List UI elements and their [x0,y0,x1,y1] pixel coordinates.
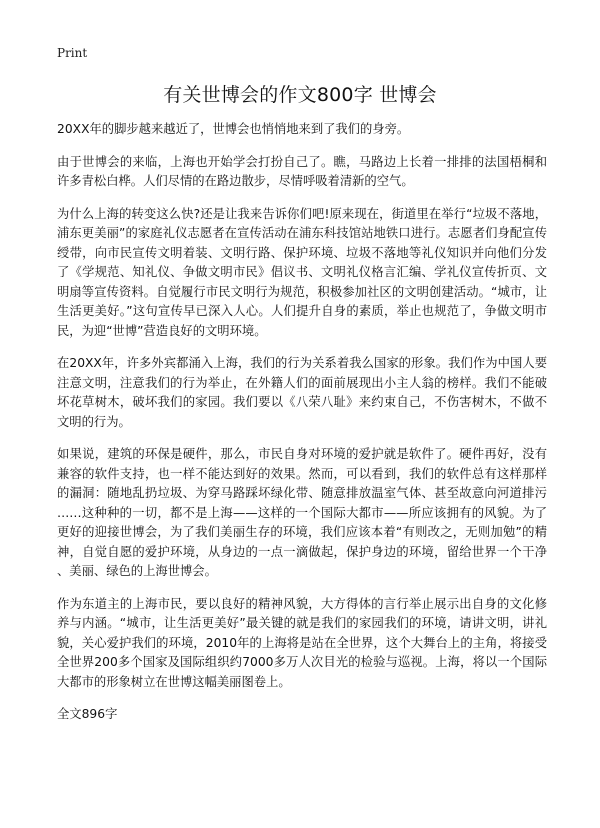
paragraph-4: 在20XX年，许多外宾都涌入上海，我们的行为关系着我么国家的形象。我们作为中国人要注意文明，注意我们的行为举止，在外籍人们的面前展现出小主人翁的榜样。我们不能破坏花草树木，破坏我们的家园。我们要以《八荣八耻》来约束自己，不伤害树木，不做不文明的行为。 [57,356,547,429]
paragraph-1: 20XX年的脚步越来越近了，世博会也悄悄地来到了我们的身旁。 [57,122,410,136]
article-body [57,120,547,725]
paragraph-5: 如果说，建筑的环保是硬件，那么，市民自身对环境的爱护就是软件了。硬件再好，没有兼容的软件支持，也一样不能达到好的效果。然而，可以看到，我们的软件总有这样那样的漏洞：随地乱扔垃圾、为穿马路踩坏绿化带、随意排放温室气体、甚至故意向河道排污……这种种的一切，都不是上海——这样的一个国际大都市——所应该拥有的风貌。为了更好的迎接世博会，为了我们美丽生存的环境，我们应该本着“有则改之，无则加勉”的精神，自觉自愿的爱护环境，从身边的一点一滴做起，保护身边的环境，留给世界一个干净、美丽、绿色的上海世博会。 [57,447,547,578]
word-count: 全文896字 [57,707,118,721]
paragraph-2: 由于世博会的来临，上海也开始学会打扮自己了。瞧，马路边上长着一排排的法国梧桐和许多青松白桦。人们尽情的在路边散步，尽情呼吸着清新的空气。 [57,154,547,188]
print-link[interactable]: Print [57,46,88,60]
paragraph-6: 作为东道主的上海市民，要以良好的精神风貌，大方得体的言行举止展示出自身的文化修养与内涵。“城市，让生活更美好”最关键的就是我们的家园我们的环境，请讲文明，讲礼貌，关心爱护我们的环境，2010年的上海将是站在全世界，这个大舞台上的主角，将接受全世界200多个国家及国际组织约7000多万人次目光的检验与巡视。上海，将以一个国际大都市的形象树立在世博这幅美丽图卷上。 [57,596,547,689]
page-title: 有关世博会的作文800字 世博会 [163,84,437,106]
paragraph-3: 为什么上海的转变这么快?还是让我来告诉你们吧!原来现在，街道里在举行“垃圾不落地，浦东更美丽”的家庭礼仪志愿者在宣传活动在浦东科技馆站地铁口进行。志愿者们身配宣传绶带，向市民宣传文明着装、文明行路、保护环境、垃圾不落地等礼仪知识并向他们分发了《学规范、知礼仪、争做文明市民》倡议书、文明礼仪格言汇编、学礼仪宣传折页、文明扇等宣传资料。自觉履行市民文明行为规范，积极参加社区的文明创建活动。“城市，让生活更美好。”这句宣传早已深入人心。人们提升自身的素质，举止也规范了，争做文明市民，为迎“世博”营造良好的文明环境。 [57,206,547,338]
